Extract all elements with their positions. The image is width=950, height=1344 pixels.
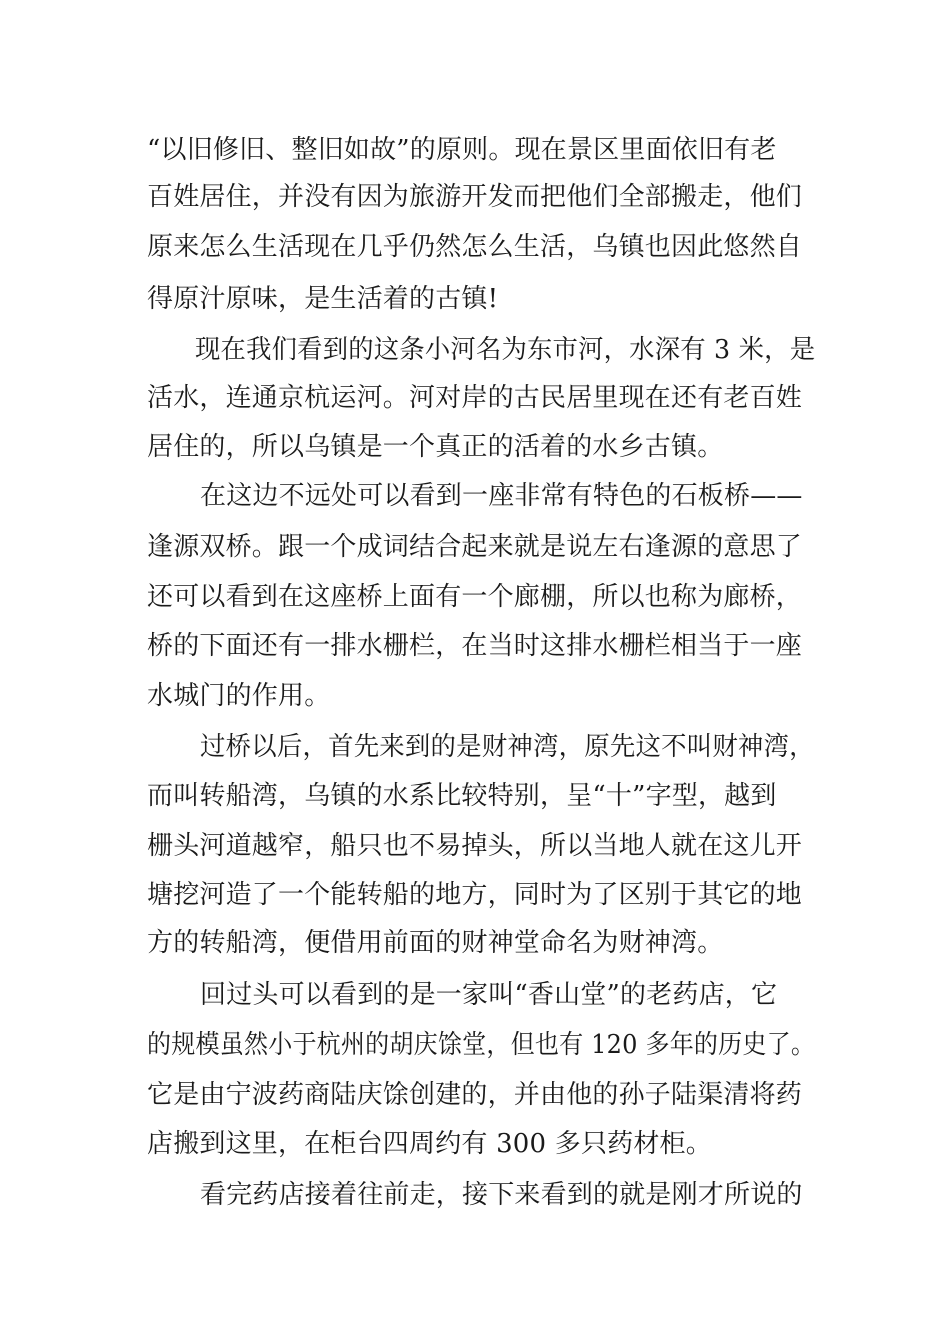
text-line: 百姓居住，并没有因为旅游开发而把他们全部搬走，他们 bbox=[147, 182, 803, 212]
text-line: 得原汁原味，是生活着的古镇! bbox=[147, 284, 499, 314]
text-line: 店搬到这里，在柜台四周约有 300 多只药材柜。 bbox=[147, 1129, 712, 1159]
text-line: 居住的，所以乌镇是一个真正的活着的水乡古镇。 bbox=[147, 432, 724, 462]
text-line: 水城门的作用。 bbox=[147, 681, 331, 711]
text-line: 看完药店接着往前走，接下来看到的就是刚才所说的 bbox=[200, 1180, 803, 1210]
text-line: “以旧修旧、整旧如故”的原则。现在景区里面依旧有老 bbox=[147, 135, 777, 165]
text-line: 还可以看到在这座桥上面有一个廊棚，所以也称为廊桥， bbox=[147, 582, 803, 612]
text-line: 逢源双桥。跟一个成词结合起来就是说左右逢源的意思了 bbox=[147, 532, 803, 562]
text-line: 栅头河道越窄，船只也不易掉头，所以当地人就在这儿开 bbox=[147, 831, 803, 861]
text-line: 而叫转船湾，乌镇的水系比较特别，呈“十”字型，越到 bbox=[147, 781, 777, 811]
text-line: 它是由宁波药商陆庆馀创建的，并由他的孙子陆渠清将药 bbox=[147, 1080, 803, 1110]
text-line: 回过头可以看到的是一家叫“香山堂”的老药店，它 bbox=[200, 980, 778, 1010]
text-line: 的规模虽然小于杭州的胡庆馀堂，但也有 120 多年的历史了。 bbox=[147, 1030, 816, 1060]
text-line: 在这边不远处可以看到一座非常有特色的石板桥—— bbox=[200, 481, 803, 511]
text-line: 原来怎么生活现在几乎仍然怎么生活，乌镇也因此悠然自 bbox=[147, 232, 803, 262]
text-line: 塘挖河造了一个能转船的地方，同时为了区别于其它的地 bbox=[147, 880, 803, 910]
text-line: 现在我们看到的这条小河名为东市河，水深有 3 米，是 bbox=[195, 335, 816, 365]
text-line: 方的转船湾，便借用前面的财神堂命名为财神湾。 bbox=[147, 928, 724, 958]
text-line: 过桥以后，首先来到的是财神湾，原先这不叫财神湾， bbox=[200, 732, 815, 762]
text-line: 活水，连通京杭运河。河对岸的古民居里现在还有老百姓 bbox=[147, 383, 803, 413]
text-line: 桥的下面还有一排水栅栏，在当时这排水栅栏相当于一座 bbox=[147, 631, 803, 661]
